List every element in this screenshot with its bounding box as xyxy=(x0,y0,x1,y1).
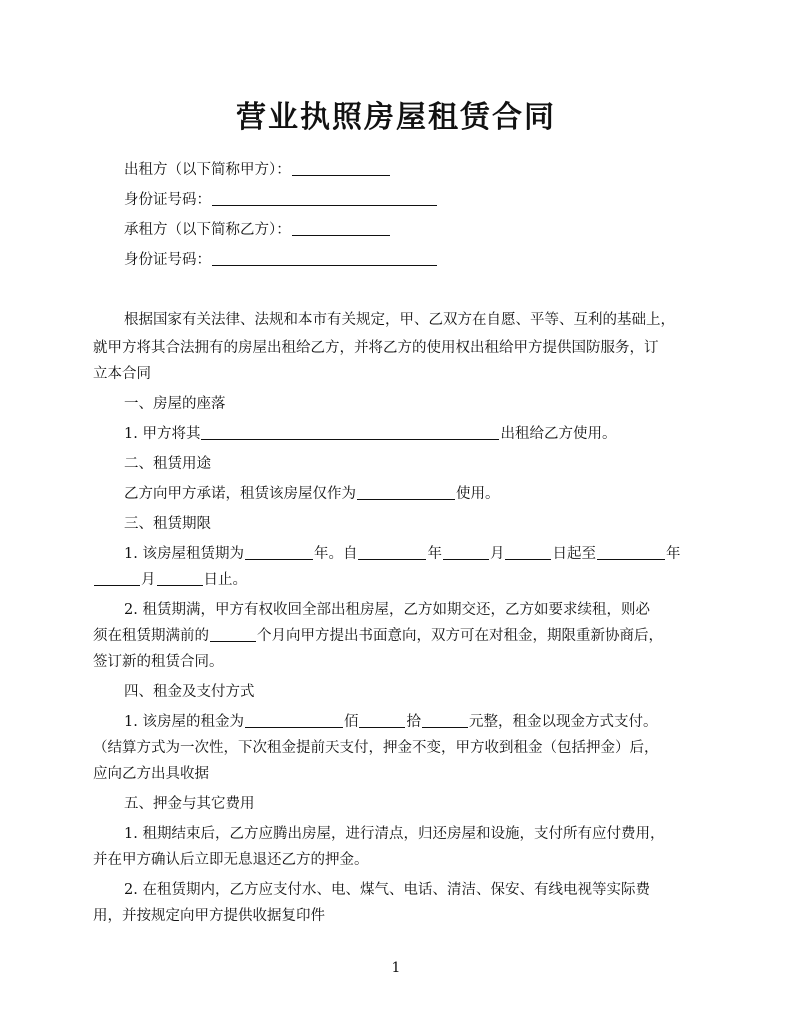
lessee-id-label: 身份证号码： xyxy=(124,252,211,268)
lessee-id-line xyxy=(124,250,744,270)
rent-amount-blank[interactable] xyxy=(245,713,343,728)
s3-text-e: 日起至 xyxy=(552,546,596,562)
s4-text-d: 元整，租金以现金方式支付。 xyxy=(468,714,658,730)
lessor-label: 出租方（以下简称甲方）： xyxy=(124,162,291,178)
section-3-item-1 xyxy=(124,544,744,564)
section-3-item-1-cont xyxy=(93,570,713,590)
s3-text-g: 月 xyxy=(141,572,156,588)
lessee-label: 承租方（以下简称乙方）： xyxy=(124,222,291,238)
section-3-item-2-line-3: 签订新的租赁合同。 xyxy=(93,654,224,670)
s3-item2-text-a: 须在租赁期满前的 xyxy=(93,628,209,644)
s4-text-b: 佰 xyxy=(343,714,359,730)
section-4-line-2: （结算方式为一次性，下次租金提前天支付，押金不变，甲方收到租金（包括押金）后， xyxy=(93,740,659,756)
start-year-blank[interactable] xyxy=(358,545,426,560)
section-5-item-1-line-1: 1. 租期结束后，乙方应腾出房屋，进行清点，归还房屋和设施，支付所有应付费用， xyxy=(124,826,665,842)
start-month-blank[interactable] xyxy=(443,545,489,560)
end-day-blank[interactable] xyxy=(157,571,203,586)
lessor-id-label: 身份证号码： xyxy=(124,192,211,208)
section-5-heading: 五、押金与其它费用 xyxy=(124,796,255,812)
section-3-item-2-line-2 xyxy=(93,626,713,646)
s3-text-h: 日止。 xyxy=(203,572,247,588)
section-2-heading: 二、租赁用途 xyxy=(124,456,211,472)
page-number: 1 xyxy=(391,960,401,976)
lessor-line xyxy=(124,160,744,180)
section-3-heading: 三、租赁期限 xyxy=(124,516,211,532)
property-location-blank[interactable] xyxy=(201,425,499,440)
usage-blank[interactable] xyxy=(357,485,455,500)
lessor-id-line xyxy=(124,190,744,210)
preamble-line-3: 立本合同 xyxy=(93,366,151,382)
end-month-blank[interactable] xyxy=(94,571,140,586)
section-5-item-2-line-1: 2. 在租赁期内，乙方应支付水、电、煤气、电话、清洁、保安、有线电视等实际费 xyxy=(124,882,650,898)
preamble-line-2: 就甲方将其合法拥有的房屋出租给乙方，并将乙方的使用权出租给甲方提供国防服务，订 xyxy=(93,340,659,356)
s4-text-c: 拾 xyxy=(406,714,421,730)
section-4-item-1 xyxy=(124,712,744,732)
s3-text-d: 月 xyxy=(489,546,505,562)
term-years-blank[interactable] xyxy=(245,545,313,560)
lessee-blank[interactable] xyxy=(292,221,390,236)
section-3-item-2-line-1: 2. 租赁期满，甲方有权收回全部出租房屋，乙方如期交还，乙方如要求续租，则必 xyxy=(124,602,650,618)
section-4-line-3: 应向乙方出具收据 xyxy=(93,766,209,782)
lessee-line xyxy=(124,220,744,240)
s3-text-f: 年 xyxy=(665,546,681,562)
document-title: 营业执照房屋租赁合同 xyxy=(236,100,556,135)
lessor-blank[interactable] xyxy=(292,161,390,176)
section-5-item-1-line-2: 并在甲方确认后立即无息退还乙方的押金。 xyxy=(93,852,369,868)
s3-text-c: 年 xyxy=(427,546,442,562)
end-year-blank[interactable] xyxy=(597,545,665,560)
s3-text-a: 1. 该房屋租赁期为 xyxy=(124,546,244,562)
start-day-blank[interactable] xyxy=(505,545,551,560)
section-1-heading: 一、房屋的座落 xyxy=(124,396,226,412)
section-2-text xyxy=(124,484,744,504)
section-5-item-2-line-2: 用，并按规定向甲方提供收据复印件 xyxy=(93,908,325,924)
lessor-id-blank[interactable] xyxy=(212,191,437,206)
rent-tens-blank[interactable] xyxy=(422,713,468,728)
s3-text-b: 年。自 xyxy=(313,546,358,562)
lessee-id-blank[interactable] xyxy=(212,251,437,266)
s3-item2-text-b: 个月向甲方提出书面意向，双方可在对租金，期限重新协商后， xyxy=(257,628,663,644)
section-1-item-1 xyxy=(124,424,744,444)
rent-hundreds-blank[interactable] xyxy=(359,713,405,728)
s2-text-a: 乙方向甲方承诺，租赁该房屋仅作为 xyxy=(124,486,356,502)
s1-text-a: 1. 甲方将其 xyxy=(124,426,201,442)
renewal-months-blank[interactable] xyxy=(210,627,256,642)
s1-text-b: 出租给乙方使用。 xyxy=(500,426,617,442)
s2-text-b: 使用。 xyxy=(456,486,500,502)
s4-text-a: 1. 该房屋的租金为 xyxy=(124,714,244,730)
preamble-line-1: 根据国家有关法律、法规和本市有关规定，甲、乙双方在自愿、平等、互利的基础上， xyxy=(124,312,675,328)
section-4-heading: 四、租金及支付方式 xyxy=(124,684,255,700)
